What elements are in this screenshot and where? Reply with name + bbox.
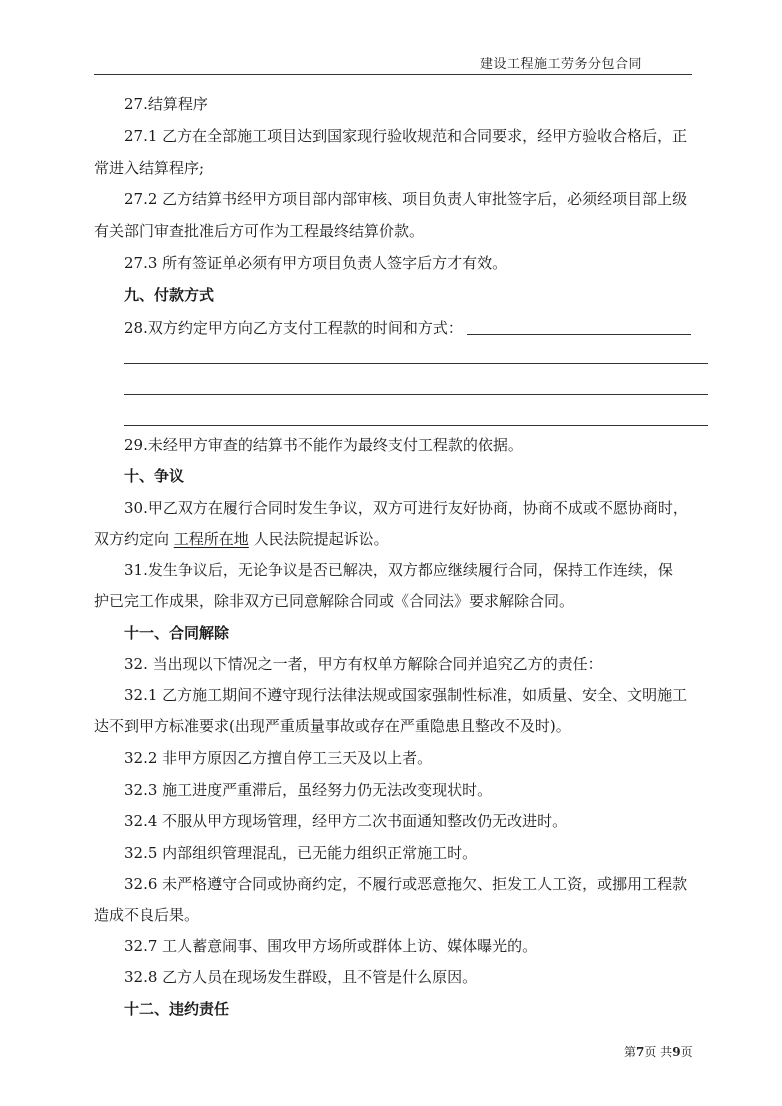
header-rule [94,74,692,75]
clause-32-1-line2: 达不到甲方标准要求(出现严重质量事故或存在严重隐患且整改不及时)。 [94,717,571,735]
clause-32-7: 32.7 工人蓄意闹事、围攻甲方场所或群体上访、媒体曝光的。 [124,937,538,955]
clause-31-line2: 护已完工作成果，除非双方已同意解除合同或《合同法》要求解除合同。 [94,592,575,610]
clause-32-1-line1: 32.1 乙方施工期间不遵守现行法律法规或国家强制性标准，如质量、安全、文明施工 [124,686,688,704]
clause-32-2: 32.2 非甲方原因乙方擅自停工三天及以上者。 [124,749,433,767]
clause-27-3: 27.3 所有签证单必须有甲方项目负责人签字后方才有效。 [124,254,508,272]
clause-32-3: 32.3 施工进度严重滞后，虽经努力仍无法改变现状时。 [124,781,493,799]
clause-28-text: 28.双方约定甲方向乙方支付工程款的时间和方式： [124,319,463,337]
footer-page-prefix: 第 [624,1045,637,1059]
clause-32-6-line1: 32.6 未严格遵守合同或协商约定，不履行或恶意拖欠、拒发工人工资，或挪用工程款 [124,875,688,893]
clause-27-2-line1: 27.2 乙方结算书经甲方项目部内部审核、项目负责人审批签字后，必须经项目部上级 [124,190,688,208]
clause-28-fill-blank [467,320,691,335]
footer-page-current: 7 [636,1045,645,1059]
clause-32-4: 32.4 不服从甲方现场管理，经甲方二次书面通知整改仍无改进时。 [124,812,568,830]
blank-fill-line-1 [124,363,708,364]
clause-30-line1: 30.甲乙双方在履行合同时发生争议，双方可进行友好协商，协商不成或不愿协商时， [124,499,688,517]
clause-27-1-line2: 常进入结算程序; [94,159,205,177]
clause-32-8: 32.8 乙方人员在现场发生群殴，且不管是什么原因。 [124,968,478,986]
clause-27-1-line1: 27.1 乙方在全部施工项目达到国家现行验收规范和合同要求，经甲方验收合格后，正 [124,127,688,145]
clause-30-text-c: 人民法院提起诉讼。 [253,530,389,548]
footer-page-total: 9 [672,1045,681,1059]
page-number-footer [624,1043,693,1060]
clause-30-text-a: 双方约定向 [94,530,170,548]
clause-32-6-line2: 造成不良后果。 [94,906,200,924]
footer-page-suffix: 页 [680,1045,693,1059]
blank-fill-line-2 [124,394,708,395]
clause-31-line1: 31.发生争议后，无论争议是否已解决，双方都应继续履行合同，保持工作连续，保 [124,561,673,579]
clause-32-5: 32.5 内部组织管理混乱，已无能力组织正常施工时。 [124,844,478,862]
clause-30-line2 [94,532,389,547]
document-header-title: 建设工程施工劳务分包合同 [480,57,643,72]
blank-fill-line-3 [124,425,708,426]
clause-29: 29.未经甲方审查的结算书不能作为最终支付工程款的依据。 [124,436,523,454]
heading-dispute: 十、争议 [124,467,185,485]
heading-payment-method: 九、付款方式 [124,286,215,304]
section-27-title: 27.结算程序 [124,95,208,113]
clause-30-court-location: 工程所在地 [173,530,249,548]
footer-page-mid: 页 共 [644,1045,673,1059]
clause-27-2-line2: 有关部门审查批准后方可作为工程最终结算价款。 [94,222,425,240]
heading-contract-termination: 十一、合同解除 [124,624,230,642]
heading-breach-liability: 十二、违约责任 [124,1000,230,1018]
clause-28 [124,320,691,336]
clause-32: 32. 当出现以下情况之一者，甲方有权单方解除合同并追究乙方的责任： [124,655,603,673]
